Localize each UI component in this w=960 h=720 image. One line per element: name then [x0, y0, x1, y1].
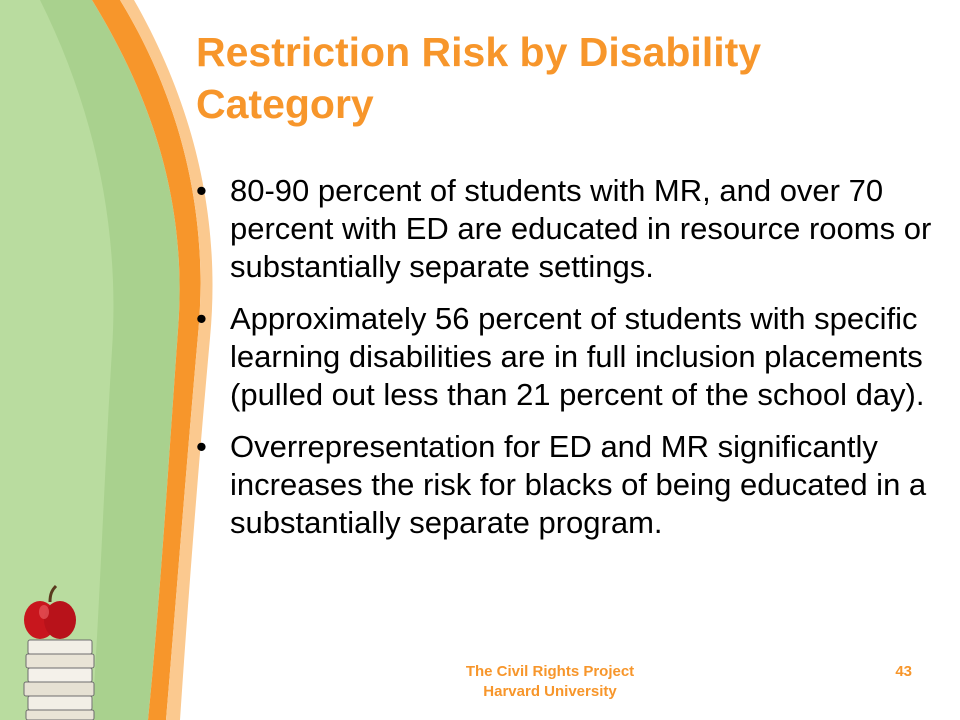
bullet-text: Overrepresentation for ED and MR significantly increases the risk for blacks of being educated in a substantially separate program. — [230, 429, 927, 540]
page-number: 43 — [895, 663, 912, 680]
bullet-marker: • — [196, 301, 207, 336]
bullet-text: Approximately 56 percent of students with specific learning disabilities are in full inclusion placements (pulled out less than 21 percent of the school day). — [230, 301, 925, 412]
footer-source — [430, 662, 670, 702]
bullet-item — [196, 300, 936, 414]
bullet-marker: • — [196, 173, 207, 208]
bullet-list — [196, 172, 936, 556]
bullet-item — [196, 172, 936, 286]
bullet-marker: • — [196, 429, 207, 464]
bullet-item — [196, 428, 936, 542]
footer-line-1: The Civil Rights Project — [465, 663, 635, 680]
book-stack-icon — [24, 640, 94, 720]
slide-title: Restriction Risk by Disability Category — [196, 29, 762, 127]
footer-line-2: Harvard University — [483, 683, 617, 700]
bullet-text: 80-90 percent of students with MR, and over 70 percent with ED are educated in resource rooms or substantially separate settings. — [230, 173, 932, 284]
